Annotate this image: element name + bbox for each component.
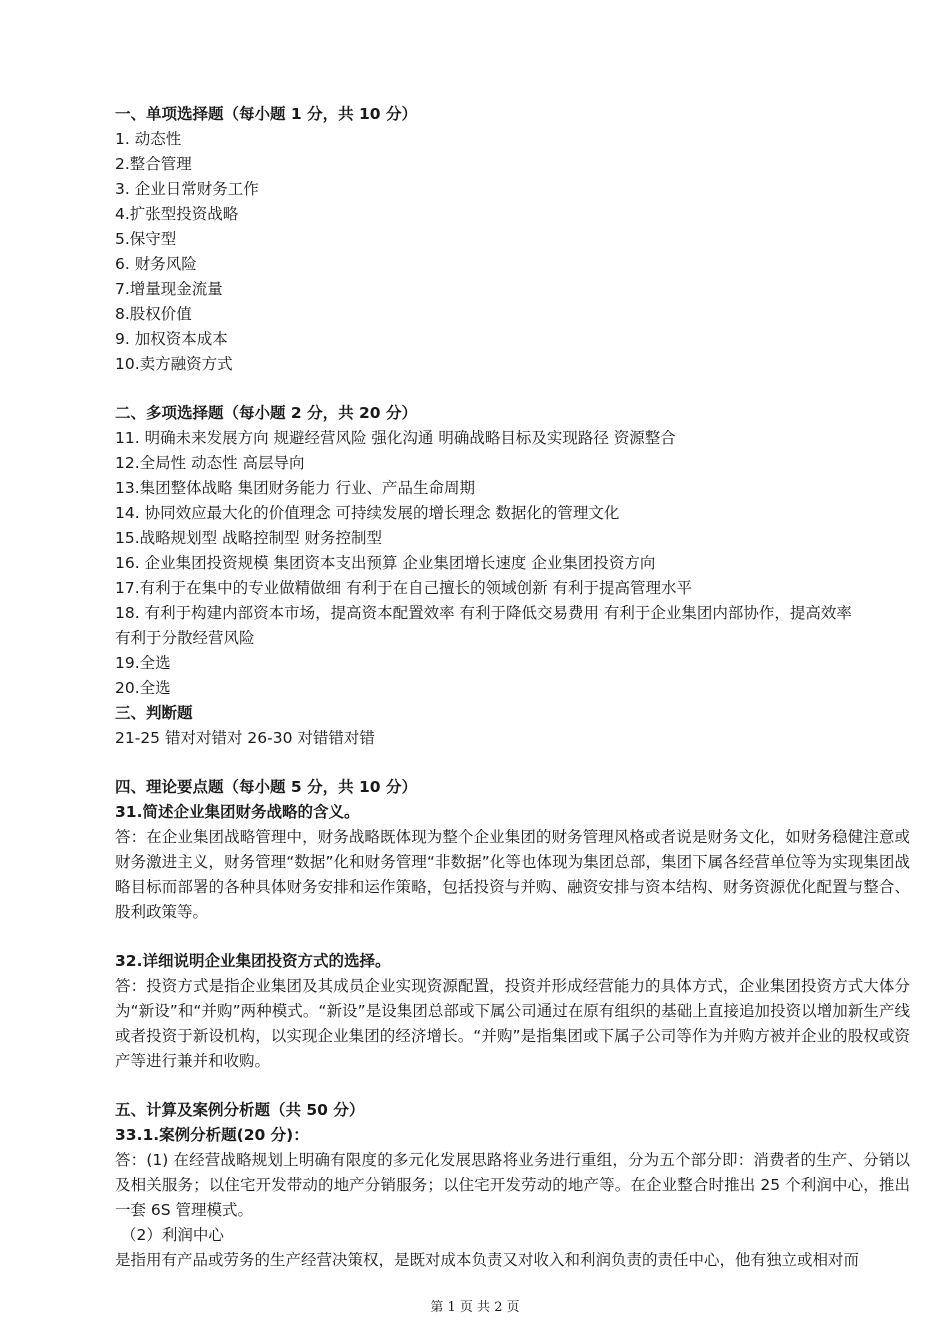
- document-body: [115, 102, 910, 1273]
- spacer: [115, 377, 910, 401]
- spacer: [115, 751, 910, 775]
- spacer: [115, 1074, 910, 1098]
- answer-item: 13.集团整体战略 集团财务能力 行业、产品生命周期: [115, 479, 476, 497]
- section2-title: 二、多项选择题（每小题 2 分，共 20 分）: [115, 404, 417, 422]
- question-33-subheading: （2）利润中心: [121, 1226, 224, 1244]
- answer-item: 3. 企业日常财务工作: [115, 180, 259, 198]
- answer-item: 20.全选: [115, 679, 171, 697]
- answer-item: 12.全局性 动态性 高层导向: [115, 454, 305, 472]
- answer-item: 19.全选: [115, 654, 171, 672]
- answer-item: 15.战略规划型 战略控制型 财务控制型: [115, 529, 383, 547]
- question-33-title: 33.1.案例分析题(20 分)：: [115, 1126, 309, 1144]
- answer-item: 有利于分散经营风险: [115, 629, 255, 647]
- answer-item: 14. 协同效应最大化的价值理念 可持续发展的增长理念 数据化的管理文化: [115, 504, 620, 522]
- section4-title: 四、理论要点题（每小题 5 分，共 10 分）: [115, 778, 417, 796]
- section5-title: 五、计算及案例分析题（共 50 分）: [115, 1101, 365, 1119]
- answer-item: 18. 有利于构建内部资本市场，提高资本配置效率 有利于降低交易费用 有利于企业集团内部协作，提高效率: [115, 604, 852, 622]
- answer-item: 11. 明确未来发展方向 规避经营风险 强化沟通 明确战略目标及实现路径 资源整合: [115, 429, 676, 447]
- page-footer: 第 1 页 共 2 页: [430, 1300, 520, 1315]
- question-32-title: 32.详细说明企业集团投资方式的选择。: [115, 952, 391, 970]
- answer-item: 5.保守型: [115, 230, 177, 248]
- answer-item: 6. 财务风险: [115, 255, 197, 273]
- answer-item: 21-25 错对对错对 26-30 对错错对错: [115, 729, 375, 747]
- answer-item: 7.增量现金流量: [115, 280, 223, 298]
- section1-title: 一、单项选择题（每小题 1 分，共 10 分）: [115, 105, 417, 123]
- answer-item: 2.整合管理: [115, 155, 192, 173]
- question-33-answer: 答：(1) 在经营战略规划上明确有限度的多元化发展思路将业务进行重组，分为五个部分即：消费者的生产、分销以及相关服务；以住宅开发带动的地产分销服务；以住宅开发劳动的地产等。在企业整合时推出 25 个利润中心，推出一套 6S 管理模式。: [115, 1151, 910, 1219]
- answer-item: 4.扩张型投资战略: [115, 205, 239, 223]
- answer-item: 8.股权价值: [115, 305, 192, 323]
- spacer: [115, 925, 910, 949]
- answer-item: 1. 动态性: [115, 130, 182, 148]
- answer-item: 17.有利于在集中的专业做精做细 有利于在自己擅长的领域创新 有利于提高管理水平: [115, 579, 693, 597]
- answer-item: 10.卖方融资方式: [115, 355, 233, 373]
- question-31-title: 31.简述企业集团财务战略的含义。: [115, 803, 360, 821]
- answer-item: 9. 加权资本成本: [115, 330, 228, 348]
- question-33-answer-continued: 是指用有产品或劳务的生产经营决策权，是既对成本负责又对收入和利润负责的责任中心，他有独立或相对而: [115, 1251, 860, 1269]
- section1-list: [115, 127, 910, 377]
- section3-title: 三、判断题: [115, 704, 193, 722]
- question-32-answer: 答：投资方式是指企业集团及其成员企业实现资源配置，投资并形成经营能力的具体方式，企业集团投资方式大体分为“新设”和“并购”两种模式。“新设”是设集团总部或下属公司通过在原有组织的基础上直接追加投资以增加新生产线或者投资于新设机构，以实现企业集团的经济增长。“并购”是指集团或下属子公司等作为并购方被并企业的股权或资产等进行兼并和收购。: [115, 977, 910, 1070]
- question-31-answer: 答：在企业集团战略管理中，财务战略既体现为整个企业集团的财务管理风格或者说是财务文化，如财务稳健注意或财务激进主义，财务管理“数据”化和财务管理“非数据”化等也体现为集团总部，集团下属各经营单位等为实现集团战略目标而部署的各种具体财务安排和运作策略，包括投资与并购、融资安排与资本结构、财务资源优化配置与整合、股利政策等。: [115, 828, 910, 921]
- section2-list: [115, 426, 910, 701]
- answer-item: 16. 企业集团投资规模 集团资本支出预算 企业集团增长速度 企业集团投资方向: [115, 554, 656, 572]
